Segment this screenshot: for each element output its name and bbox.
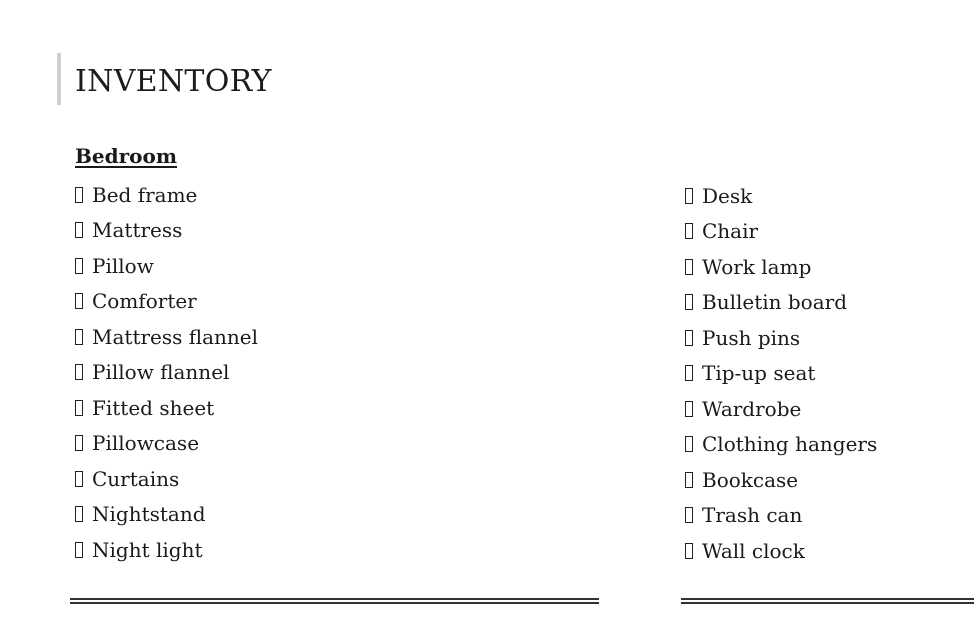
checkbox-icon[interactable]: [75, 471, 83, 487]
list-item: [75, 355, 258, 391]
list-item: [685, 427, 877, 463]
item-label: Bed frame: [92, 182, 198, 207]
item-label: Fitted sheet: [92, 395, 215, 420]
item-label: Pillow flannel: [92, 360, 230, 385]
checkbox-icon[interactable]: [685, 223, 693, 239]
item-label: Push pins: [702, 325, 801, 350]
item-label: Pillow: [92, 253, 154, 278]
item-label: Bulletin board: [702, 290, 848, 315]
inventory-list-right: [685, 178, 877, 569]
item-label: Curtains: [92, 466, 180, 491]
checkbox-icon[interactable]: [75, 187, 83, 203]
checkbox-icon[interactable]: [75, 258, 83, 274]
checkbox-icon[interactable]: [685, 436, 693, 452]
list-item: [75, 461, 258, 497]
item-label: Bookcase: [702, 467, 799, 492]
checkbox-icon[interactable]: [75, 506, 83, 522]
list-item: [75, 213, 258, 249]
item-label: Nightstand: [92, 502, 206, 527]
list-item: [685, 178, 877, 214]
list-item: [75, 390, 258, 426]
double-rule-left: [70, 598, 599, 604]
list-item: [75, 319, 258, 355]
inventory-list-left: [75, 177, 258, 568]
checkbox-icon[interactable]: [685, 188, 693, 204]
double-rule-right: [681, 598, 974, 604]
item-label: Work lamp: [702, 254, 812, 279]
checkbox-icon[interactable]: [75, 293, 83, 309]
list-item: [685, 391, 877, 427]
item-label: Wall clock: [702, 538, 805, 563]
checkbox-icon[interactable]: [75, 400, 83, 416]
checkbox-icon[interactable]: [75, 364, 83, 380]
list-item: [75, 284, 258, 320]
checkbox-icon[interactable]: [685, 365, 693, 381]
list-item: [685, 320, 877, 356]
checkbox-icon[interactable]: [685, 330, 693, 346]
checkbox-icon[interactable]: [685, 543, 693, 559]
page-title: INVENTORY: [75, 64, 272, 99]
list-item: [75, 497, 258, 533]
title-accent-bar: [57, 53, 61, 105]
item-label: Mattress flannel: [92, 324, 259, 349]
item-label: Mattress: [92, 218, 183, 243]
list-item: [75, 177, 258, 213]
list-item: [75, 426, 258, 462]
item-label: Pillowcase: [92, 431, 200, 456]
checkbox-icon[interactable]: [75, 435, 83, 451]
list-item: [685, 533, 877, 569]
checkbox-icon[interactable]: [685, 259, 693, 275]
checkbox-icon[interactable]: [75, 222, 83, 238]
checkbox-icon[interactable]: [75, 329, 83, 345]
item-label: Chair: [702, 219, 759, 244]
item-label: Tip-up seat: [702, 361, 816, 386]
item-label: Wardrobe: [702, 396, 802, 421]
item-label: Clothing hangers: [702, 432, 878, 457]
checkbox-icon[interactable]: [685, 294, 693, 310]
list-item: [685, 214, 877, 250]
list-item: [75, 532, 258, 568]
list-item: [685, 285, 877, 321]
item-label: Night light: [92, 537, 203, 562]
list-item: [685, 356, 877, 392]
list-item: [685, 462, 877, 498]
list-item: [75, 248, 258, 284]
item-label: Desk: [702, 183, 753, 208]
section-heading-bedroom: Bedroom: [75, 144, 177, 168]
checkbox-icon[interactable]: [75, 542, 83, 558]
list-item: [685, 498, 877, 534]
list-item: [685, 249, 877, 285]
checkbox-icon[interactable]: [685, 401, 693, 417]
checkbox-icon[interactable]: [685, 507, 693, 523]
item-label: Trash can: [702, 503, 803, 528]
item-label: Comforter: [92, 289, 197, 314]
checkbox-icon[interactable]: [685, 472, 693, 488]
